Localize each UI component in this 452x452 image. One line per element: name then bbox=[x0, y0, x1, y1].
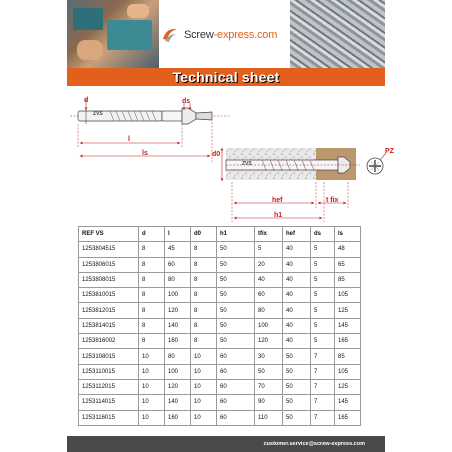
table-cell: 50 bbox=[283, 379, 311, 394]
table-cell: 105 bbox=[335, 288, 361, 303]
table-cell: 40 bbox=[283, 242, 311, 257]
table-cell: 60 bbox=[255, 288, 283, 303]
table-cell: 40 bbox=[283, 334, 311, 349]
table-cell: 70 bbox=[255, 379, 283, 394]
column-header: tfix bbox=[255, 227, 283, 242]
table-cell: 1253810015 bbox=[79, 288, 139, 303]
table-body bbox=[79, 242, 361, 426]
table-cell: 165 bbox=[335, 410, 361, 425]
table-cell: 10 bbox=[139, 410, 165, 425]
table-cell: 50 bbox=[217, 257, 255, 272]
table-cell: 8 bbox=[191, 303, 217, 318]
label-pz: PZ bbox=[385, 148, 394, 155]
table-cell: 125 bbox=[335, 379, 361, 394]
table-cell: 60 bbox=[165, 257, 191, 272]
column-header: ds bbox=[311, 227, 335, 242]
table-cell: 8 bbox=[191, 257, 217, 272]
table-cell: 100 bbox=[255, 318, 283, 333]
table-cell: 80 bbox=[255, 303, 283, 318]
pozidriv-head-icon bbox=[367, 153, 386, 174]
label-h1: h1 bbox=[274, 212, 283, 219]
table-row bbox=[79, 257, 361, 272]
column-header: REF VS bbox=[79, 227, 139, 242]
table-cell: 50 bbox=[283, 410, 311, 425]
table-cell: 1253814015 bbox=[79, 318, 139, 333]
table-cell: 48 bbox=[335, 242, 361, 257]
table-cell: 105 bbox=[335, 364, 361, 379]
table-cell: 10 bbox=[191, 395, 217, 410]
table-cell: 165 bbox=[335, 334, 361, 349]
table-cell: 40 bbox=[283, 272, 311, 287]
column-header: d bbox=[139, 227, 165, 242]
table-cell: 60 bbox=[217, 349, 255, 364]
table-cell: 8 bbox=[191, 242, 217, 257]
table-cell: 8 bbox=[139, 242, 165, 257]
table-cell: 145 bbox=[335, 318, 361, 333]
table-cell: 50 bbox=[217, 334, 255, 349]
table-cell: 50 bbox=[283, 349, 311, 364]
table-cell: 65 bbox=[335, 257, 361, 272]
table-cell: 7 bbox=[311, 410, 335, 425]
label-l: l bbox=[128, 136, 130, 143]
column-header: hef bbox=[283, 227, 311, 242]
table-row bbox=[79, 395, 361, 410]
table-cell: 10 bbox=[139, 349, 165, 364]
table-cell: 5 bbox=[311, 272, 335, 287]
table-cell: 7 bbox=[311, 349, 335, 364]
table-row bbox=[79, 303, 361, 318]
table-cell: 160 bbox=[165, 334, 191, 349]
table-cell: 10 bbox=[139, 395, 165, 410]
table-cell: 120 bbox=[165, 379, 191, 394]
column-header: h1 bbox=[217, 227, 255, 242]
table-cell: 20 bbox=[255, 257, 283, 272]
table-cell: 40 bbox=[283, 303, 311, 318]
table-cell: 1253808015 bbox=[79, 272, 139, 287]
table-row bbox=[79, 318, 361, 333]
table-cell: 1253804515 bbox=[79, 242, 139, 257]
table-row bbox=[79, 288, 361, 303]
table-cell: 50 bbox=[217, 303, 255, 318]
table-cell: 5 bbox=[311, 257, 335, 272]
table-cell: 50 bbox=[217, 272, 255, 287]
label-tfix: t fix bbox=[326, 197, 339, 204]
column-header: d0 bbox=[191, 227, 217, 242]
label-hef: hef bbox=[272, 197, 283, 204]
table-cell: 50 bbox=[217, 242, 255, 257]
table-row bbox=[79, 242, 361, 257]
table-cell: 1253816002 bbox=[79, 334, 139, 349]
table-cell: 10 bbox=[191, 364, 217, 379]
table-cell: 1253112015 bbox=[79, 379, 139, 394]
table-cell: 40 bbox=[283, 257, 311, 272]
table-cell: 60 bbox=[217, 379, 255, 394]
table-cell: 85 bbox=[335, 349, 361, 364]
table-cell: 40 bbox=[283, 318, 311, 333]
table-cell: 1253110015 bbox=[79, 364, 139, 379]
table-cell: 45 bbox=[165, 242, 191, 257]
table-cell: 8 bbox=[139, 272, 165, 287]
table-cell: 120 bbox=[255, 334, 283, 349]
table-cell: 8 bbox=[191, 272, 217, 287]
table-cell: 125 bbox=[335, 303, 361, 318]
table-cell: 160 bbox=[165, 410, 191, 425]
table-cell: 50 bbox=[255, 364, 283, 379]
table-cell: 7 bbox=[311, 395, 335, 410]
label-ls: ls bbox=[142, 150, 148, 157]
table-cell: 140 bbox=[165, 395, 191, 410]
brand-name-prefix: Screw bbox=[184, 29, 214, 41]
label-d: d bbox=[84, 97, 89, 104]
table-cell: 7 bbox=[311, 379, 335, 394]
table-cell: 1253114015 bbox=[79, 395, 139, 410]
brand-name-suffix: -express.com bbox=[213, 29, 278, 41]
table-cell: 50 bbox=[283, 395, 311, 410]
table-row bbox=[79, 364, 361, 379]
table-cell: 145 bbox=[335, 395, 361, 410]
table-cell: 60 bbox=[217, 410, 255, 425]
footer-email[interactable]: customer.service@screw-express.com bbox=[263, 441, 365, 447]
specification-table bbox=[78, 226, 361, 426]
table-row bbox=[79, 272, 361, 287]
label-ds: ds bbox=[182, 98, 191, 105]
table-row bbox=[79, 334, 361, 349]
table-cell: 5 bbox=[311, 303, 335, 318]
table-cell: 10 bbox=[139, 364, 165, 379]
label-d0: d0 bbox=[212, 151, 221, 158]
table-cell: 100 bbox=[165, 364, 191, 379]
table-cell: 40 bbox=[283, 288, 311, 303]
table-cell: 85 bbox=[335, 272, 361, 287]
table-cell: 60 bbox=[217, 364, 255, 379]
table-cell: 8 bbox=[139, 288, 165, 303]
table-cell: 50 bbox=[283, 364, 311, 379]
table-cell: 10 bbox=[139, 379, 165, 394]
table-cell: 90 bbox=[255, 395, 283, 410]
table-cell: 10 bbox=[191, 379, 217, 394]
table-cell: 110 bbox=[255, 410, 283, 425]
column-header: l bbox=[165, 227, 191, 242]
table-cell: 8 bbox=[139, 257, 165, 272]
table-cell: 30 bbox=[255, 349, 283, 364]
table-cell: 8 bbox=[191, 288, 217, 303]
table-cell: 1253806015 bbox=[79, 257, 139, 272]
table-cell: 140 bbox=[165, 318, 191, 333]
table-cell: 8 bbox=[139, 334, 165, 349]
anchor-stamp-top: ZVS bbox=[93, 111, 103, 117]
table-cell: 80 bbox=[165, 272, 191, 287]
table-cell: 10 bbox=[191, 410, 217, 425]
table-cell: 8 bbox=[139, 303, 165, 318]
table-cell: 5 bbox=[311, 242, 335, 257]
table-cell: 8 bbox=[191, 318, 217, 333]
table-cell: 7 bbox=[311, 364, 335, 379]
table-cell: 100 bbox=[165, 288, 191, 303]
table-cell: 10 bbox=[191, 349, 217, 364]
table-cell: 120 bbox=[165, 303, 191, 318]
table-cell: 40 bbox=[255, 272, 283, 287]
anchor-stamp-bottom: ZVS bbox=[242, 161, 252, 167]
table-row bbox=[79, 410, 361, 425]
table-row bbox=[79, 349, 361, 364]
table-cell: 50 bbox=[217, 288, 255, 303]
table-cell: 1253116015 bbox=[79, 410, 139, 425]
table-cell: 1253108015 bbox=[79, 349, 139, 364]
table-cell: 5 bbox=[311, 288, 335, 303]
table-header-row bbox=[79, 227, 361, 242]
column-header: ls bbox=[335, 227, 361, 242]
table-cell: 5 bbox=[255, 242, 283, 257]
table-row bbox=[79, 379, 361, 394]
footer-bar bbox=[67, 436, 385, 452]
page-title: Technical sheet bbox=[172, 69, 280, 85]
table-cell: 60 bbox=[217, 395, 255, 410]
table-cell: 50 bbox=[217, 318, 255, 333]
table-cell: 5 bbox=[311, 334, 335, 349]
table-cell: 1253812015 bbox=[79, 303, 139, 318]
table-cell: 8 bbox=[191, 334, 217, 349]
table-cell: 8 bbox=[139, 318, 165, 333]
table-cell: 5 bbox=[311, 318, 335, 333]
table-cell: 80 bbox=[165, 349, 191, 364]
